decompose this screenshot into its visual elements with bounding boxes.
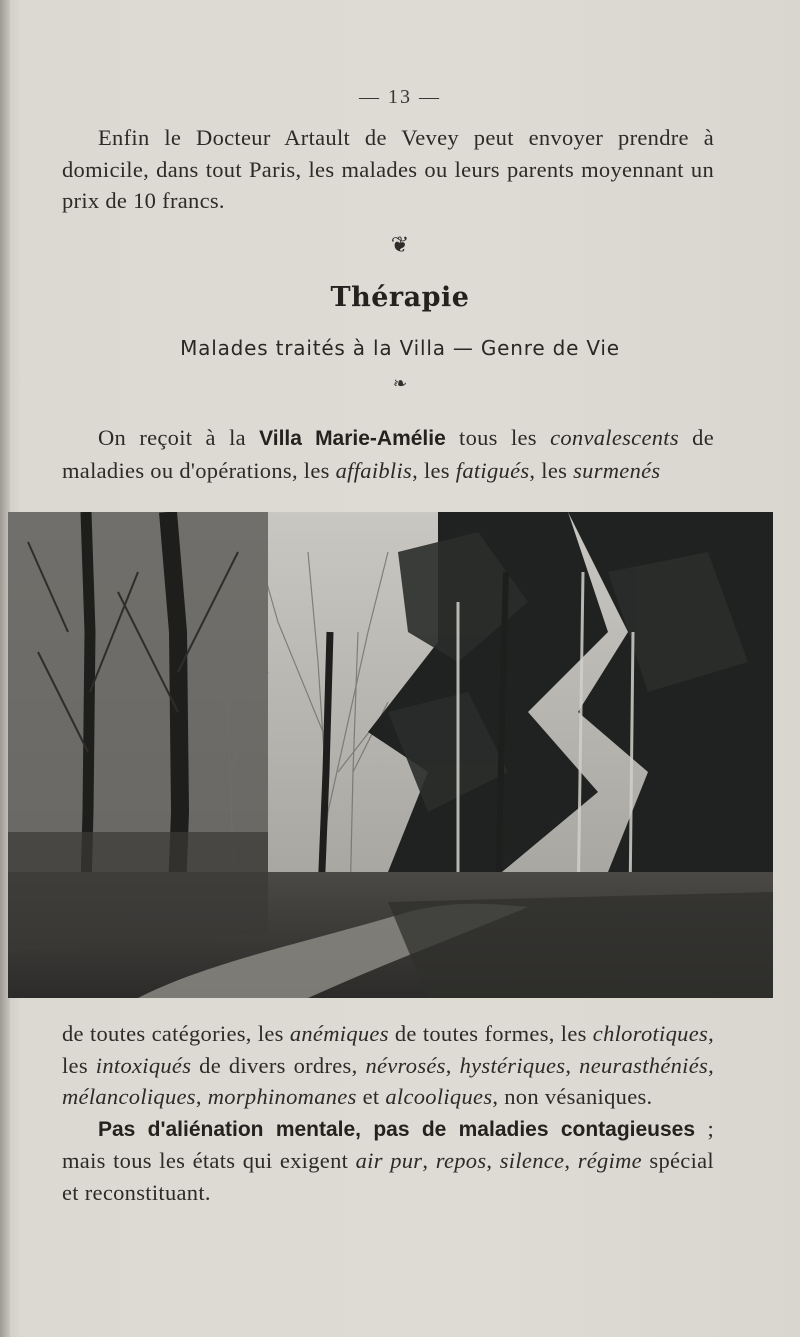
term-convalescents: convalescents — [550, 425, 679, 450]
intro-text: Enfin le Docteur Artault de Vevey peut envoyer prendre à domicile, dans tout Paris, les malades ou leurs parents moyennant un prix de 10 francs. — [62, 125, 714, 213]
text-run: ; mais tous les états qui exigent — [62, 1115, 714, 1173]
intro-paragraph — [62, 122, 714, 217]
villa-text — [62, 422, 714, 486]
term-hysteriques: hystériques — [459, 1052, 566, 1078]
text-run: , les — [412, 457, 456, 483]
text-run: , les — [529, 457, 574, 483]
villa-name: Villa Marie-Amélie — [259, 427, 446, 450]
fleuron-ornament-icon: ❦ — [390, 232, 410, 257]
term-repos: repos — [435, 1148, 487, 1173]
text-run: tous les — [445, 425, 551, 450]
page-number: — 13 — — [359, 86, 441, 108]
text-run: , — [565, 1052, 580, 1078]
term-surmenes: surmenés — [573, 457, 661, 483]
text-run: , non vésaniques. — [492, 1084, 653, 1109]
term-affaiblis: affaiblis — [335, 457, 413, 483]
term-anemiques: anémiques — [289, 1021, 389, 1046]
text-run: On reçoit à la — [98, 425, 260, 450]
text-run: spécial et reconstituant. — [62, 1148, 714, 1205]
text-run: et — [356, 1084, 386, 1109]
exclusion-statement: Pas d'aliénation mentale, pas de maladies contagieuses — [98, 1117, 696, 1141]
term-air-pur: air pur — [355, 1148, 423, 1173]
term-regime: régime — [577, 1148, 642, 1173]
term-nevroses: névrosés — [365, 1052, 446, 1078]
patient-categories-text — [62, 1018, 714, 1208]
text-run: de maladies ou d'opérations, les — [62, 425, 714, 483]
term-silence: silence — [499, 1148, 565, 1173]
villa-paragraph — [62, 422, 714, 486]
section-title: Thérapie — [330, 282, 470, 313]
small-fleuron-ornament-icon: ❧ — [392, 374, 408, 393]
text-run: , — [445, 1052, 460, 1078]
term-chlorotiques: chlorotiques — [592, 1021, 709, 1046]
exclusions-paragraph — [62, 1113, 714, 1209]
term-intoxiques: intoxiqués — [95, 1052, 192, 1078]
term-neurastheniques: neurasthéniés — [579, 1052, 709, 1078]
text-run: , — [708, 1052, 714, 1078]
term-melancoliques: mélancoliques — [62, 1084, 196, 1109]
tree-lined-path-image — [8, 512, 773, 998]
text-run: de toutes formes, les — [388, 1021, 593, 1046]
park-photograph — [8, 512, 773, 998]
text-run: , les — [62, 1021, 714, 1078]
text-run: de divers ordres, — [191, 1052, 366, 1078]
section-subtitle: Malades traités à la Villa — Genre de Vie — [180, 336, 620, 360]
text-run: , — [486, 1148, 500, 1173]
text-run: , — [422, 1148, 436, 1173]
categories-paragraph — [62, 1018, 714, 1113]
text-run: , — [564, 1148, 578, 1173]
text-run: de toutes catégories, les — [62, 1021, 290, 1046]
text-run: , — [195, 1084, 208, 1109]
term-fatigues: fatigués — [455, 457, 530, 483]
term-morphinomanes: morphinomanes — [207, 1084, 357, 1109]
term-alcooliques: alcooliques — [385, 1084, 493, 1109]
